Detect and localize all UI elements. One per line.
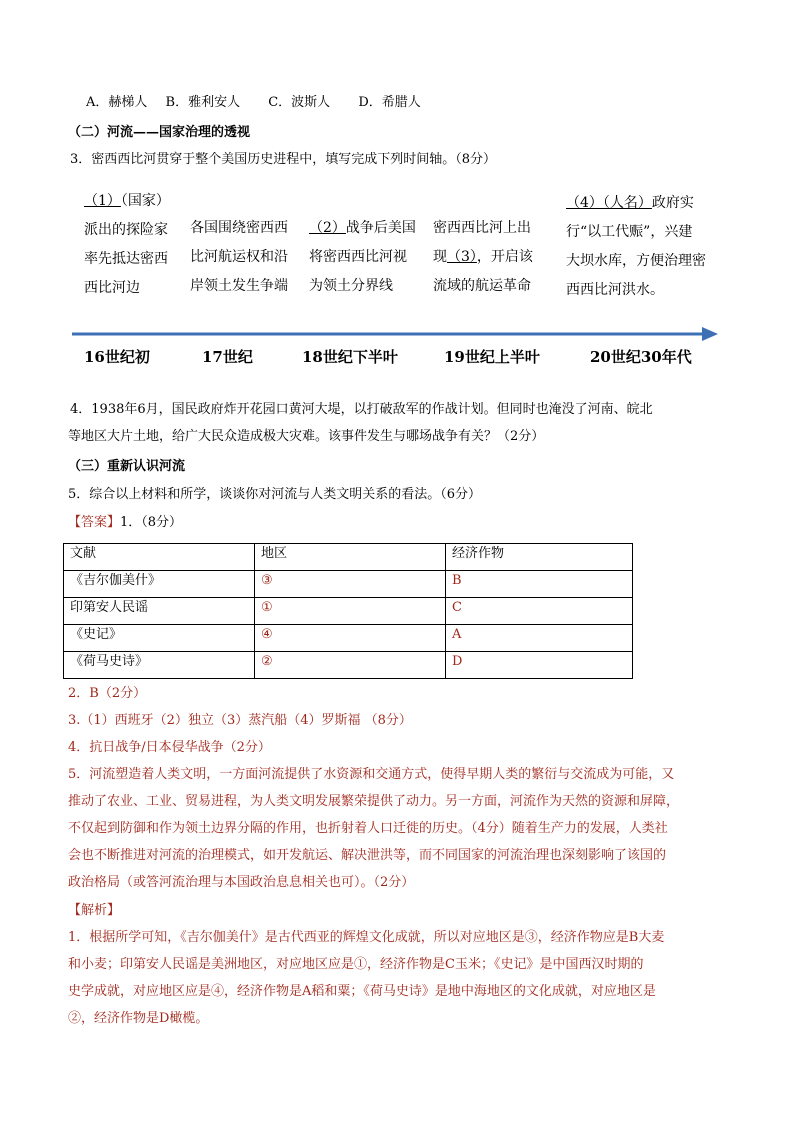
table-cell: 《荷马史诗》 [64,652,255,679]
answer-label: 【答案】 [68,515,121,530]
q4-line-2: 等地区大片土地，给广大民众造成极大灾难。该事件发生与哪场战争有关？（2分） [68,429,545,444]
timeline-arrow [70,326,720,342]
blank-4: （4）（人名） [566,195,652,211]
table-cell: D [446,652,633,679]
table-header-row [64,544,633,571]
option-b: B．雅利安人 [165,95,241,110]
option-d: D．希腊人 [358,95,421,110]
analysis-line-1: 1．根据所学可知，《吉尔伽美什》是古代西亚的辉煌文化成就，所以对应地区是③，经济作物应是B大麦 [68,930,665,945]
header-cell: 地区 [255,544,446,571]
analysis-line-4: ②，经济作物是D橄榄。 [68,1011,209,1026]
answer-3: 3.（1）西班牙（2）独立（3）蒸汽船（4）罗斯福 （8分） [68,713,412,728]
analysis-line-3: 史学成就，对应地区应是④，经济作物是A稻和粟；《荷马史诗》是地中海地区的文化成就，对应地区是 [68,984,656,999]
analysis-label: 【解析】 [68,903,121,918]
table-cell: ③ [255,571,446,598]
table-cell: 《吉尔伽美什》 [64,571,255,598]
table-row [64,598,633,625]
q5-text: 5．综合以上材料和所学，谈谈你对河流与人类文明关系的看法。（6分） [68,487,482,502]
timeline-event-3 [309,214,417,301]
event-1-text: （国家）派出的探险家率先抵达密西西比河边 [84,193,170,296]
table-cell: 印第安人民谣 [64,598,255,625]
header-cell: 经济作物 [446,544,633,571]
table-row [64,625,633,652]
timeline-event-2 [190,214,298,301]
q4-line-1: 4．1938年6月，国民政府炸开花园口黄河大堤，以打破敌军的作战计划。但同时也淹没了河南、皖北 [70,402,653,417]
table-cell: B [446,571,633,598]
table-cell: A [446,625,633,652]
q3-text: 3．密西西比河贯穿于整个美国历史进程中，填写完成下列时间轴。（8分） [70,152,497,167]
event-3-text: 战争后美国将密西西比河视为领土分界线 [309,220,416,294]
section2-title: （二）河流——国家治理的透视 [68,125,251,140]
era-5: 20世纪30年代 [590,348,692,366]
table-cell: ② [255,652,446,679]
answer-5-line-4: 会也不断推进对河流的治理模式，如开发航运、解决泄洪等，而不同国家的河流治理也深刻影响了该国的 [68,848,667,863]
event-5-text: 政府实行“以工代赈”，兴建大坝水库，方便治理密西西比河洪水。 [566,195,706,298]
answer-5-line-5: 政治格局（或答河流治理与本国政治息息相关也可）。（2分） [68,875,415,890]
blank-3: （3） [447,249,477,265]
answer-4: 4．抗日战争/日本侵华战争（2分） [68,740,271,755]
answer-5-line-3: 不仅起到防御和作为领土边界分隔的作用，也折射着人口迁徙的历史。（4分）随着生产力的发展，人类社 [68,821,668,836]
event-4-pre: 密西西比河上出现 [433,220,531,265]
era-4: 19世纪上半叶 [444,348,540,366]
blank-2: （2） [309,220,346,236]
era-1: 16世纪初 [84,348,150,366]
era-3: 18世纪下半叶 [302,348,398,366]
answer-header [68,513,182,533]
table-cell: 《史记》 [64,625,255,652]
answer-2: 2．B（2分） [68,686,147,701]
timeline-event-5 [566,189,706,305]
analysis-line-2: 和小麦；印第安人民谣是美洲地区，对应地区应是①，经济作物是C玉米；《史记》是中国西汉时期的 [68,957,644,972]
table-cell: ① [255,598,446,625]
option-c: C．波斯人 [268,95,331,110]
answer-1: 1．（8分） [120,515,183,530]
timeline-event-1 [84,187,174,303]
table-row [64,652,633,679]
table-cell: ④ [255,625,446,652]
blank-1: （1） [84,193,121,209]
q2-options [86,93,421,113]
header-cell: 文献 [64,544,255,571]
section3-title: （三）重新认识河流 [68,459,186,474]
event-4-text: ，开启该流域的航运革命 [433,249,533,294]
answer-5-line-2: 推动了农业、工业、贸易进程，为人类文明发展繁荣提供了动力。另一方面，河流作为天然的资源和屏障， [68,794,680,809]
event-2-text: 各国围绕密西西比河航运权和沿岸领土发生争端 [190,220,288,294]
answer-table [63,543,633,679]
table-row [64,571,633,598]
answer-5-line-1: 5．河流塑造着人类文明，一方面河流提供了水资源和交通方式，使得早期人类的繁衍与交流成为可能，又 [68,767,675,782]
table-cell: C [446,598,633,625]
option-a: A．赫梯人 [86,95,148,110]
timeline-event-4 [433,214,541,301]
era-2: 17世纪 [202,348,253,366]
